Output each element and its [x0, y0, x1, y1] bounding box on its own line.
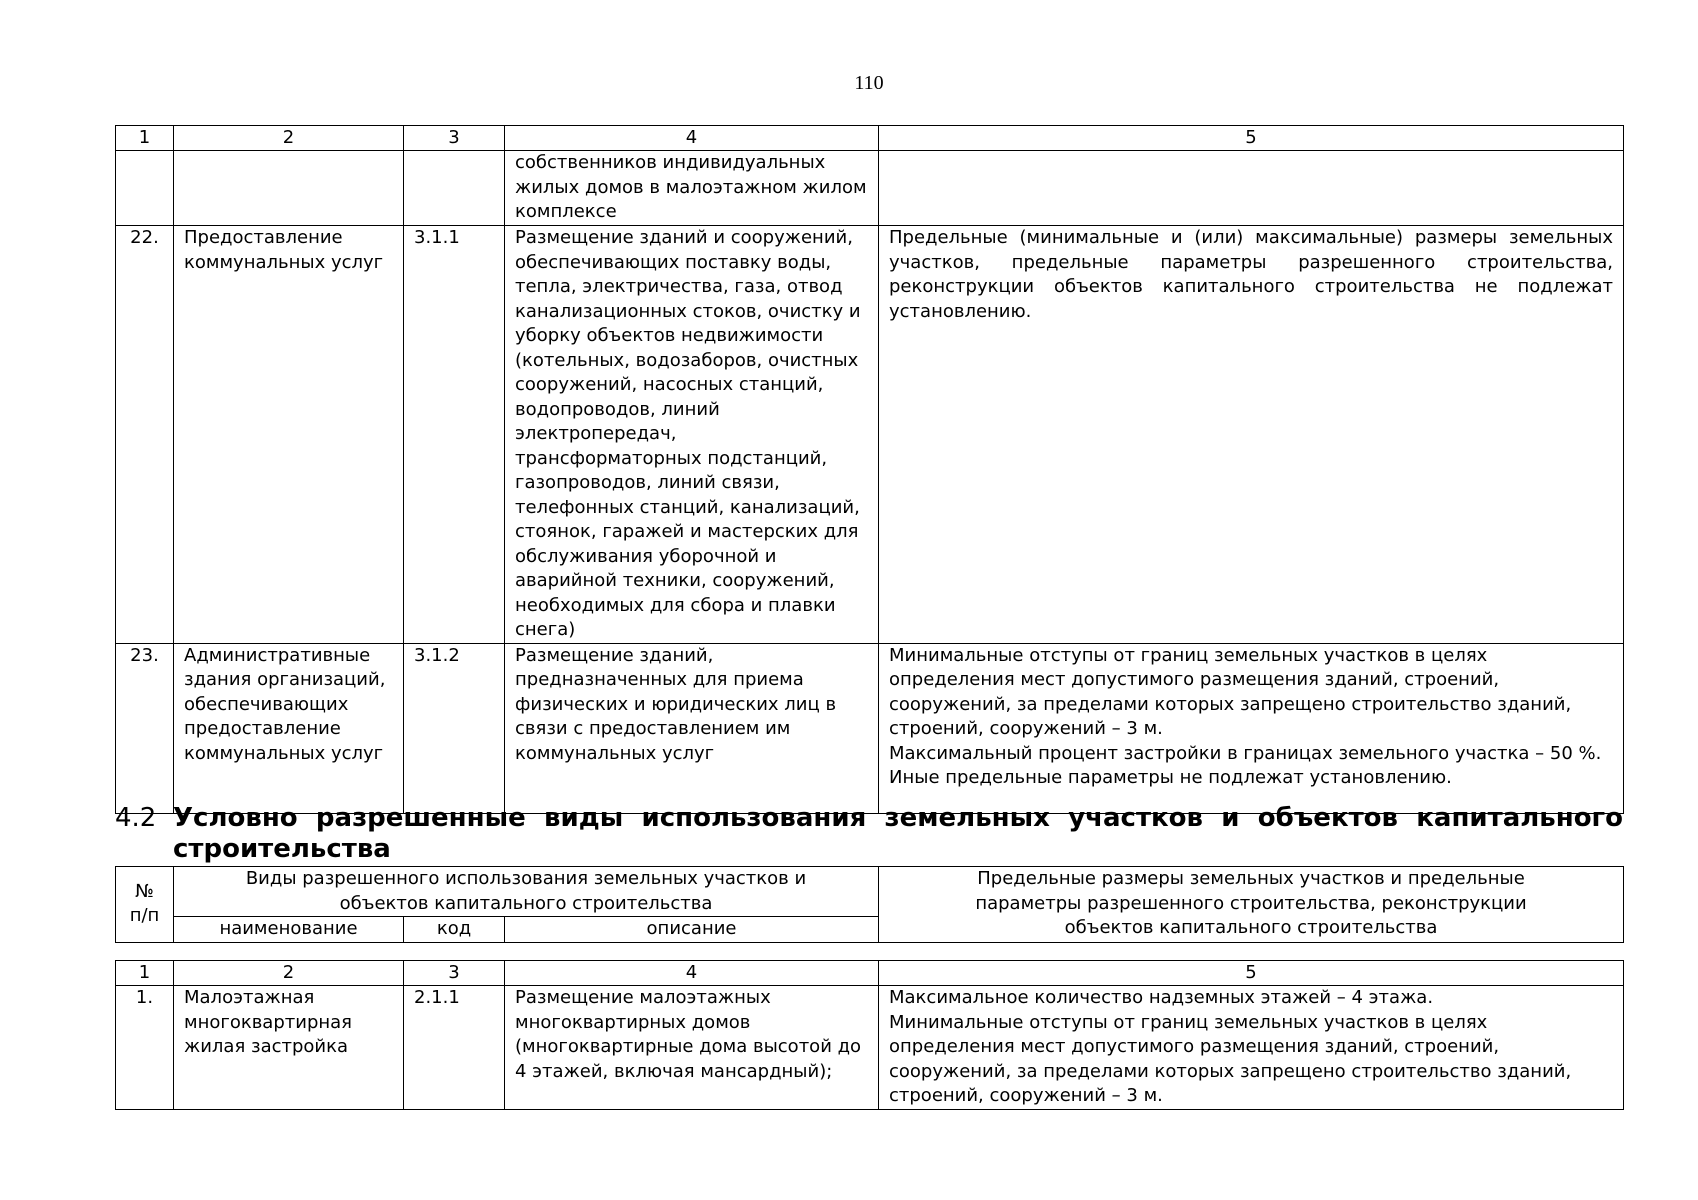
col-number-4: 4	[505, 126, 879, 151]
params-line: Минимальные отступы от границ земельных участков в целях определения мест допустимого размещения зданий, строений, сооружений, за пределами которых запрещено строительство зданий, строений, сооружений – 3 м.	[889, 644, 1572, 739]
col-number-2: 2	[174, 126, 404, 151]
conditional-uses-header-table	[115, 866, 1624, 943]
table-row	[116, 151, 1624, 226]
section-number: 4.2	[115, 803, 157, 833]
use-description: Размещение зданий и сооружений, обеспечивающих поставку воды, тепла, электричества, газа, отвод канализационных стоков, очистку и уборку объектов недвижимости (котельных, водозаборов, очистных сооружений, насосных станций, водопроводов, линий электропередач, трансформаторных подстанций, газопроводов, линий связи, телефонных станций, канализаций, стоянок, гаражей и мастерских для обслуживания уборочной и аварийной техники, сооружений, необходимых для сбора и плавки снега)	[505, 226, 879, 644]
col-number-4: 4	[505, 961, 879, 986]
use-params	[879, 986, 1624, 1110]
zones-table-continued	[115, 125, 1624, 814]
use-code: 3.1.2	[404, 643, 505, 813]
col-number-3: 3	[404, 961, 505, 986]
header-description-column: описание	[505, 917, 879, 943]
use-name: Предоставление коммунальных услуг	[174, 226, 404, 644]
params-line: Максимальный процент застройки в границах земельного участка – 50 %.	[889, 742, 1602, 764]
use-params	[879, 643, 1624, 813]
table-row	[116, 643, 1624, 813]
col-number-1: 1	[116, 126, 174, 151]
use-name	[174, 151, 404, 226]
conditional-uses-table	[115, 960, 1624, 1110]
row-number: 22.	[116, 226, 174, 644]
table-row	[116, 226, 1624, 644]
header-group-title: Виды разрешенного использования земельных участков и объектов капитального строительства	[174, 867, 879, 917]
col-number-3: 3	[404, 126, 505, 151]
page-number: 110	[854, 72, 884, 94]
use-params	[879, 151, 1624, 226]
use-name: Административные здания организаций, обеспечивающих предоставление коммунальных услуг	[174, 643, 404, 813]
header-params-column: Предельные размеры земельных участков и предельные параметры разрешенного строительства, реконструкции объектов капитального строительства	[879, 867, 1624, 943]
use-description: Размещение зданий, предназначенных для приема физических и юридических лиц в связи с предоставлением им коммунальных услуг	[505, 643, 879, 813]
use-description: Размещение малоэтажных многоквартирных домов (многоквартирные дома высотой до 4 этажей, включая мансардный);	[505, 986, 879, 1110]
use-code	[404, 151, 505, 226]
table-row	[116, 986, 1624, 1110]
col-number-5: 5	[879, 961, 1624, 986]
section-title: Условно разрешенные виды использования земельных участков и объектов капитального строительства	[173, 803, 1623, 864]
params-line: Минимальные отступы от границ земельных участков в целях определения мест допустимого размещения зданий, строений, сооружений, за пределами которых запрещено строительство зданий, строений, сооружений – 3 м.	[889, 1011, 1572, 1106]
params-line: Максимальное количество надземных этажей – 4 этажа.	[889, 987, 1434, 1008]
row-number	[116, 151, 174, 226]
header-name-column: наименование	[174, 917, 404, 943]
section-heading	[115, 803, 1623, 865]
use-code: 3.1.1	[404, 226, 505, 644]
row-number: 23.	[116, 643, 174, 813]
row-number: 1.	[116, 986, 174, 1110]
use-params: Предельные (минимальные и (или) максимальные) размеры земельных участков, предельные параметры разрешенного строительства, реконструкции объектов капитального строительства не подлежат установлению.	[879, 226, 1624, 644]
col-number-1: 1	[116, 961, 174, 986]
col-number-2: 2	[174, 961, 404, 986]
col-number-5: 5	[879, 126, 1624, 151]
use-code: 2.1.1	[404, 986, 505, 1110]
column-number-row	[116, 961, 1624, 986]
use-description: собственников индивидуальных жилых домов в малоэтажном жилом комплексе	[505, 151, 879, 226]
params-line: Иные предельные параметры не подлежат установлению.	[889, 767, 1452, 788]
header-code-column: код	[404, 917, 505, 943]
column-number-row	[116, 126, 1624, 151]
header-number-column: № п/п	[116, 867, 174, 943]
use-name: Малоэтажная многоквартирная жилая застройка	[174, 986, 404, 1110]
